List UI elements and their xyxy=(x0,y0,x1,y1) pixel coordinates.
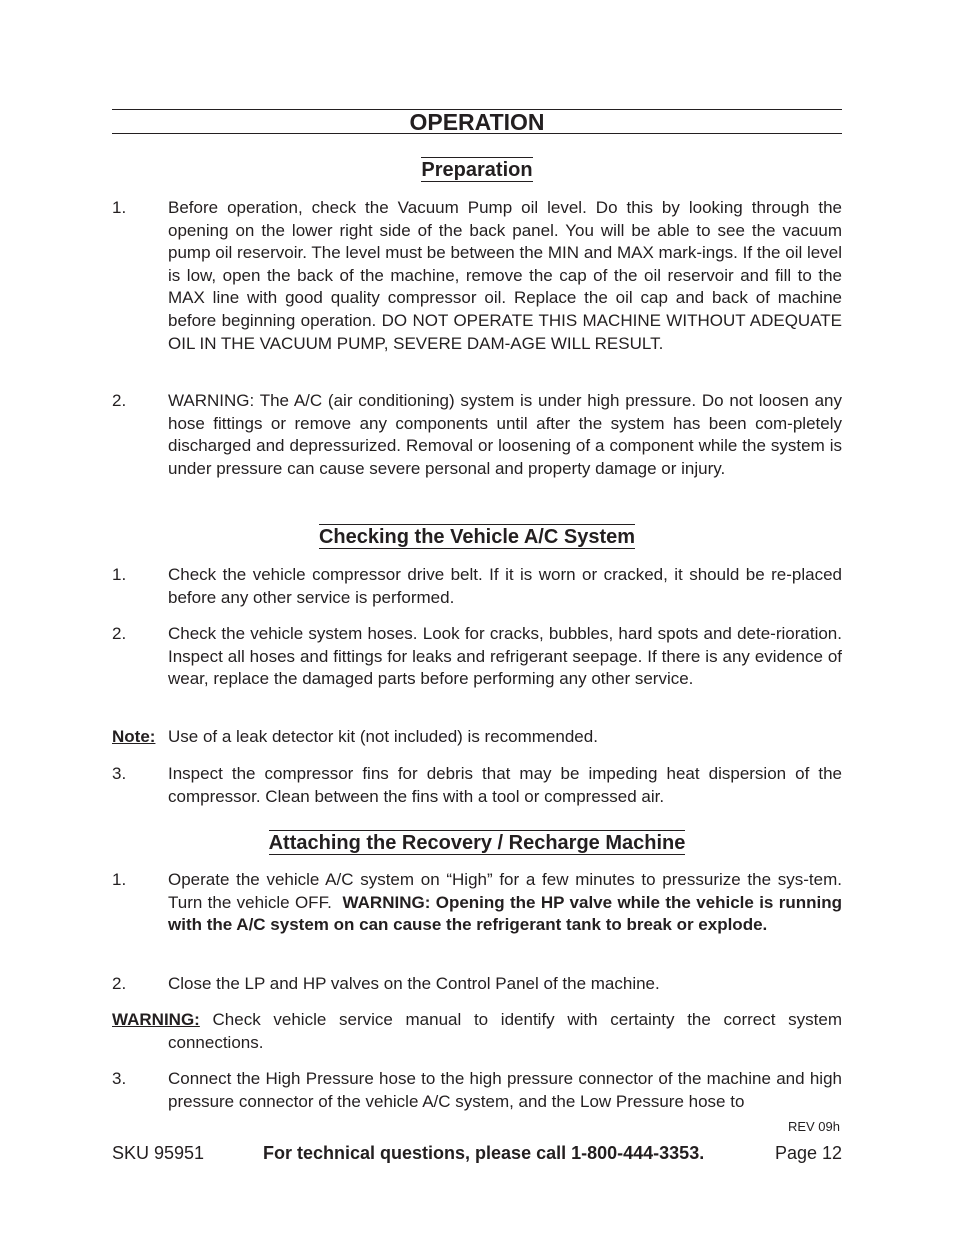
list-item xyxy=(112,390,842,480)
list-item xyxy=(112,973,842,996)
item-number: 3. xyxy=(112,1069,127,1088)
item-number: 1. xyxy=(112,198,127,217)
item-number: 1. xyxy=(112,870,127,889)
list-item xyxy=(112,869,842,937)
item-text: WARNING: The A/C (air conditioning) system is under high pressure. Do not loosen any hose fittings or remove any components until after the system has been com-pletely discharged and depressurized. Removal or loosening of a component while the system is under pressure can cause severe personal and property damage or injury. xyxy=(168,391,842,478)
page-title: OPERATION xyxy=(409,109,545,135)
section-title-preparation: Preparation xyxy=(421,159,533,181)
list-item xyxy=(112,763,842,808)
item-text: Connect the High Pressure hose to the high pressure connector of the machine and high pressure connector of the vehicle A/C system, and the Low Pressure hose to xyxy=(168,1069,842,1111)
item-text: Inspect the compressor fins for debris that may be impeding heat dispersion of the compressor. Clean between the fins with a tool or compressed air. xyxy=(168,764,842,806)
list-item xyxy=(112,564,842,609)
list-item xyxy=(112,1068,842,1113)
warning-paragraph xyxy=(112,1009,842,1054)
section-title-checking: Checking the Vehicle A/C System xyxy=(318,526,636,548)
item-text-warning: WARNING: Opening the HP valve while the vehicle is running with the A/C system on can cause the refrigerant tank to break or explode. xyxy=(168,892,843,935)
warning-text: Check vehicle service manual to identify with certainty the correct system xyxy=(212,1010,842,1029)
item-text xyxy=(168,869,842,937)
warning-continued: connections. xyxy=(168,1032,264,1052)
list-item xyxy=(112,197,842,355)
section-title-attaching: Attaching the Recovery / Recharge Machine xyxy=(268,832,686,854)
manual-page xyxy=(112,0,842,1235)
item-number: 3. xyxy=(112,764,127,783)
tech-support-line: For technical questions, please call 1-800-444-3353. xyxy=(263,1143,705,1163)
item-number: 1. xyxy=(112,565,127,584)
item-text: Check the vehicle compressor drive belt. If it is worn or cracked, it should be re-placed before any other service is performed. xyxy=(168,565,842,607)
item-text: Check the vehicle system hoses. Look for cracks, bubbles, hard spots and dete-rioration. Inspect all hoses and fittings for leaks and refrigerant seepage. If there is any evidence of wear, replace the damaged parts before performing any other service. xyxy=(168,624,842,689)
note-text: Use of a leak detector kit (not included) is recommended. xyxy=(168,727,598,746)
item-number: 2. xyxy=(112,391,127,410)
item-text: Close the LP and HP valves on the Control Panel of the machine. xyxy=(168,974,660,993)
title-bottom-rule xyxy=(112,133,842,134)
item-number: 2. xyxy=(112,624,127,643)
item-number: 2. xyxy=(112,974,127,993)
page-number: Page 12 xyxy=(774,1143,842,1163)
sku-number: SKU 95951 xyxy=(112,1143,205,1163)
warning-first-line xyxy=(112,1009,842,1032)
warning-label: WARNING: xyxy=(112,1010,200,1029)
note-label: Note: xyxy=(112,727,156,746)
list-item xyxy=(112,623,842,691)
note-paragraph xyxy=(112,726,842,749)
item-text: Before operation, check the Vacuum Pump oil level. Do this by looking through the opening on the lower right side of the back panel. You will be able to see the vacuum pump oil reservoir. The level must be between the MIN and MAX mark-ings. If the oil level is low, open the back of the machine, remove the cap of the oil reservoir and fill to the MAX line with good quality compressor oil. Replace the oil cap and back of machine before beginning operation. DO NOT OPERATE THIS MACHINE WITHOUT ADEQUATE OIL IN THE VACUUM PUMP, SEVERE DAM-AGE WILL RESULT. xyxy=(168,198,842,353)
revision-label: REV 09h xyxy=(787,1119,840,1134)
item-text-plain: Operate the vehicle A/C system on “High” for a few minutes to pressurize the sys-tem. Turn the vehicle OFF. xyxy=(168,870,842,912)
